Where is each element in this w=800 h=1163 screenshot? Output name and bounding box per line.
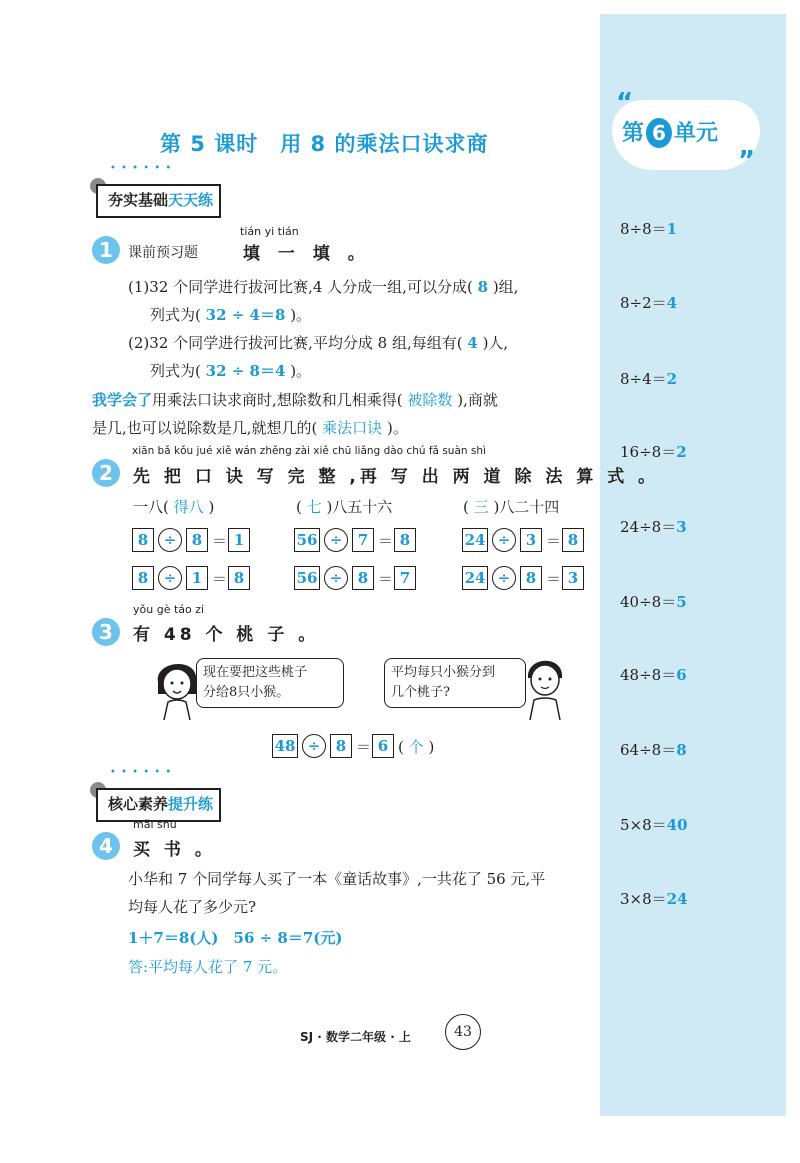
operator-circle: ÷ xyxy=(302,734,326,758)
mnemonic: 一八( 得八 ) xyxy=(133,498,215,516)
answer-box: 6 xyxy=(372,734,394,758)
sidebar-panel xyxy=(600,14,786,1116)
operator-circle: ÷ xyxy=(158,528,182,552)
learned-text: 是几,也可以说除数是几,就想几的( 乘法口诀 )。 xyxy=(92,419,408,437)
section-header-basic: 夯实基础天天练 xyxy=(96,184,221,218)
section-header-advanced: 核心素养提升练 xyxy=(96,788,221,822)
question-number: 3 xyxy=(92,618,120,646)
question-title: 有 48 个 桃 子 。 xyxy=(133,625,320,645)
bubble-line: 平均每只小猴分到 xyxy=(391,665,496,680)
answer-box: 48 xyxy=(272,734,298,758)
equals-sign: ＝ xyxy=(378,532,394,550)
sidebar-item: 8÷8＝1 xyxy=(620,220,678,238)
question-title: 先 把 口 诀 写 完 整 ,再 写 出 两 道 除 法 算 式 。 xyxy=(133,467,660,487)
dots-decoration: • • • • • • xyxy=(110,163,173,174)
sidebar-item: 24÷8＝3 xyxy=(620,518,687,536)
question-text: 列式为( 32 ÷ 8＝4 )。 xyxy=(150,362,312,380)
answer-box: 8 xyxy=(520,566,542,590)
equals-sign: ＝ xyxy=(546,570,562,588)
bubble-line: 几个桃子? xyxy=(391,685,450,700)
answer-box: 8 xyxy=(186,528,208,552)
answer-box: 7 xyxy=(394,566,416,590)
equals-sign: ＝ xyxy=(378,570,394,588)
answer-box: 8 xyxy=(352,566,374,590)
answer-text: 答:平均每人花了 7 元。 xyxy=(128,958,288,976)
sidebar-item: 40÷8＝5 xyxy=(620,593,687,611)
answer-box: 24 xyxy=(462,528,488,552)
mnemonic: ( 三 )八二十四 xyxy=(463,498,560,516)
question-text: 小华和 7 个同学每人买了一本《童话故事》,一共花了 56 元,平 xyxy=(128,870,546,888)
dots-decoration: • • • • • • xyxy=(110,767,173,778)
bubble-line: 分给8只小猴。 xyxy=(203,685,290,700)
question-title: 填 一 填 。 xyxy=(243,244,371,264)
answer-text: 1＋7＝8(人) 56 ÷ 8＝7(元) xyxy=(128,929,343,947)
sidebar-item: 64÷8＝8 xyxy=(620,741,687,759)
equals-sign: ＝ xyxy=(212,570,228,588)
pinyin: yǒu gè táo zi xyxy=(133,603,205,616)
sidebar-item: 3×8＝24 xyxy=(620,890,688,908)
answer-box: 8 xyxy=(132,528,154,552)
operator-circle: ÷ xyxy=(492,566,516,590)
answer-box: 8 xyxy=(132,566,154,590)
answer-box: 3 xyxy=(562,566,584,590)
answer-box: 24 xyxy=(462,566,488,590)
pinyin: tián yi tián xyxy=(240,225,299,238)
page-number: 43 xyxy=(445,1014,481,1050)
sidebar-item: 48÷8＝6 xyxy=(620,666,687,684)
speech-bubble-right xyxy=(384,658,526,708)
open-quote-icon: “ xyxy=(616,88,634,118)
footer-text: SJ · 数学二年级 · 上 xyxy=(300,1030,411,1044)
sidebar-item: 8÷4＝2 xyxy=(620,370,678,388)
question-text: (1)32 个同学进行拔河比赛,4 人分成一组,可以分成( 8 )组, xyxy=(128,278,519,296)
bubble-line: 现在要把这些桃子 xyxy=(203,665,308,680)
page-title: 第 5 课时 用 8 的乘法口诀求商 xyxy=(160,132,489,156)
boy-illustration xyxy=(520,652,570,722)
sidebar-item: 8÷2＝4 xyxy=(620,294,678,312)
close-quote-icon: ” xyxy=(738,146,756,176)
answer-box: 8 xyxy=(562,528,584,552)
operator-circle: ÷ xyxy=(158,566,182,590)
learned-text: 我学会了用乘法口诀求商时,想除数和几相乘得( 被除数 ),商就 xyxy=(92,391,498,409)
question-number: 1 xyxy=(92,236,120,264)
sidebar-item: 16÷8＝2 xyxy=(620,443,687,461)
answer-box: 8 xyxy=(228,566,250,590)
answer-box: 56 xyxy=(294,566,320,590)
mnemonic: ( 七 )八五十六 xyxy=(296,498,393,516)
operator-circle: ÷ xyxy=(324,566,348,590)
question-title: 买 书 。 xyxy=(133,840,216,860)
equals-sign: ＝ xyxy=(546,532,562,550)
answer-box: 8 xyxy=(394,528,416,552)
question-text: (2)32 个同学进行拔河比赛,平均分成 8 组,每组有( 4 )人, xyxy=(128,334,509,352)
question-number: 2 xyxy=(92,459,120,487)
question-text: 均每人花了多少元? xyxy=(128,898,257,916)
answer-box: 8 xyxy=(330,734,352,758)
answer-box: 1 xyxy=(228,528,250,552)
equals-sign: ＝ xyxy=(212,532,228,550)
answer-box: 1 xyxy=(186,566,208,590)
question-prefix: 课前预习题 xyxy=(128,245,198,261)
answer-box: 3 xyxy=(520,528,542,552)
unit-answer: ( 个 ) xyxy=(398,738,435,756)
question-text: 列式为( 32 ÷ 4＝8 )。 xyxy=(150,306,312,324)
answer-box: 56 xyxy=(294,528,320,552)
equals-sign: ＝ xyxy=(356,738,372,756)
operator-circle: ÷ xyxy=(324,528,348,552)
unit-label: 第 6 单元 xyxy=(622,116,718,148)
operator-circle: ÷ xyxy=(492,528,516,552)
speech-bubble-left xyxy=(196,658,344,708)
answer-box: 7 xyxy=(352,528,374,552)
pinyin: xiān bǎ kǒu jué xiě wán zhěng zài xiě chū liǎng dào chú fǎ suàn shì xyxy=(132,445,486,457)
question-number: 4 xyxy=(92,832,120,860)
sidebar-item: 5×8＝40 xyxy=(620,816,688,834)
pinyin: mǎi shū xyxy=(133,818,177,831)
